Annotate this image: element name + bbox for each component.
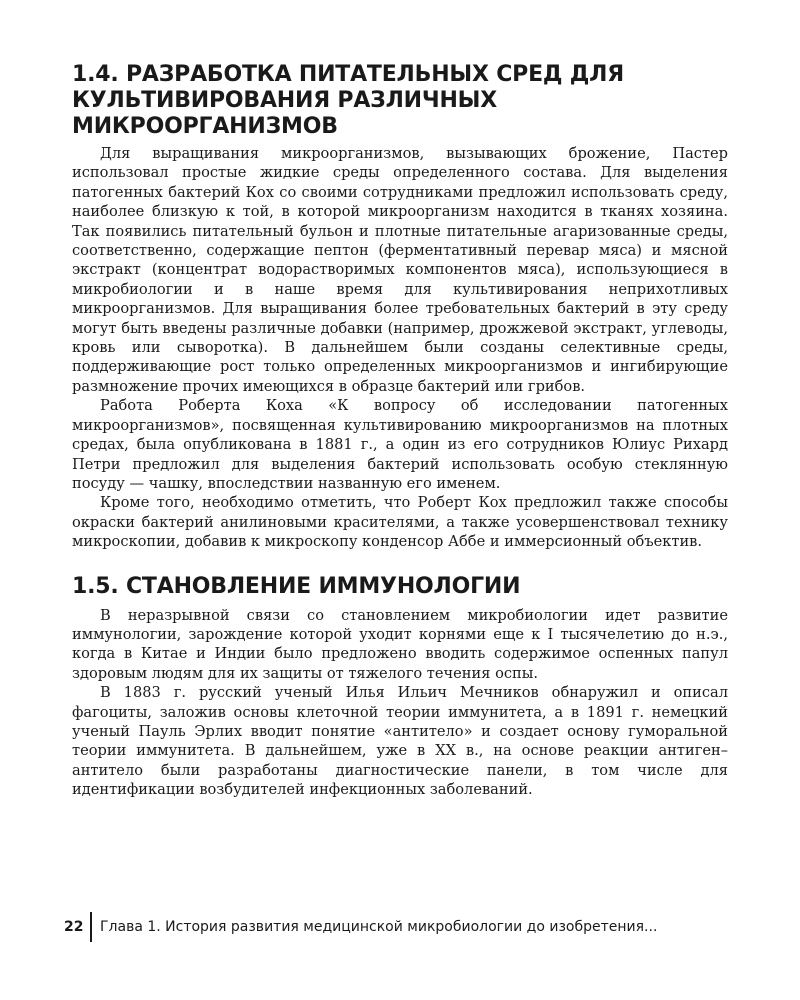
paragraph: Для выращивания микроорганизмов, вызывающих брожение, Пастер использовал простые жидкие среды определенного состава. Для выделения патогенных бактерий Кох со своими сотрудниками предложил использовать среду, наиболее близкую к той, в которой микроорганизм находится в тканях хозяина. Так появились питательный бульон и плотные питательные агаризованные среды, соответственно, содержащие пептон (ферментативный перевар мяса) и мясной экстракт (концентрат водорастворимых компонентов мяса), использующиеся в микробиологии и в наше время для культивирования неприхотливых микроорганизмов. Для выращивания более требовательных бактерий в эту среду могут быть введены различные добавки (например, дрожжевой экстракт, углеводы, кровь или сыворотка). В дальнейшем были созданы селективные среды, поддерживающие рост только определенных микроорганизмов и ингибирующие размножение прочих имеющихся в образце бактерий или грибов. [72,145,728,395]
paragraph: Кроме того, необходимо отметить, что Роберт Кох предложил также способы окраски бактерий анилиновыми красителями, а также усовершенствовал технику микроскопии, добавив к микроскопу конденсор Аббе и иммерсионный объектив. [72,494,728,551]
paragraph: В неразрывной связи со становлением микробиологии идет развитие иммунологии, зарождение которой уходит корнями еще к I тысячелетию до н.э., когда в Китае и Индии было предложено вводить содержимое оспенных папул здоровым людям для их защиты от тяжелого течения оспы. [72,606,728,682]
section-heading-1-4: 1.4. РАЗРАБОТКА ПИТАТЕЛЬНЫХ СРЕД ДЛЯ КУЛЬТИВИРОВАНИЯ РАЗЛИЧНЫХ МИКРООРГАНИЗМОВ [72,62,624,139]
footer-divider [90,912,92,942]
paragraph: Работа Роберта Коха «К вопросу об исследовании патогенных микроорганизмов», посвященная культивированию микроорганизмов на плотных средах, была опубликована в 1881 г., а один из его сотрудников Юлиус Рихард Петри предложил для выделения бактерий использовать особую стеклянную посуду — чашку, впоследствии названную его именем. [72,397,728,492]
page-footer [64,910,657,944]
page-body [72,62,728,800]
section-heading-1-5: 1.5. СТАНОВЛЕНИЕ ИММУНОЛОГИИ [72,573,521,599]
page-number: 22 [64,919,84,935]
paragraph: В 1883 г. русский ученый Илья Ильич Мечников обнаружил и описал фагоциты, заложив основы клеточной теории иммунитета, а в 1891 г. немецкий ученый Пауль Эрлих вводит понятие «антитело» и создает основу гуморальной теории иммунитета. В дальнейшем, уже в XX в., на основе реакции антиген–антитело были разработаны диагностические панели, в том числе для идентификации возбудителей инфекционных заболеваний. [72,684,728,799]
running-chapter-title: Глава 1. История развития медицинской микробиологии до изобретения... [100,919,658,935]
